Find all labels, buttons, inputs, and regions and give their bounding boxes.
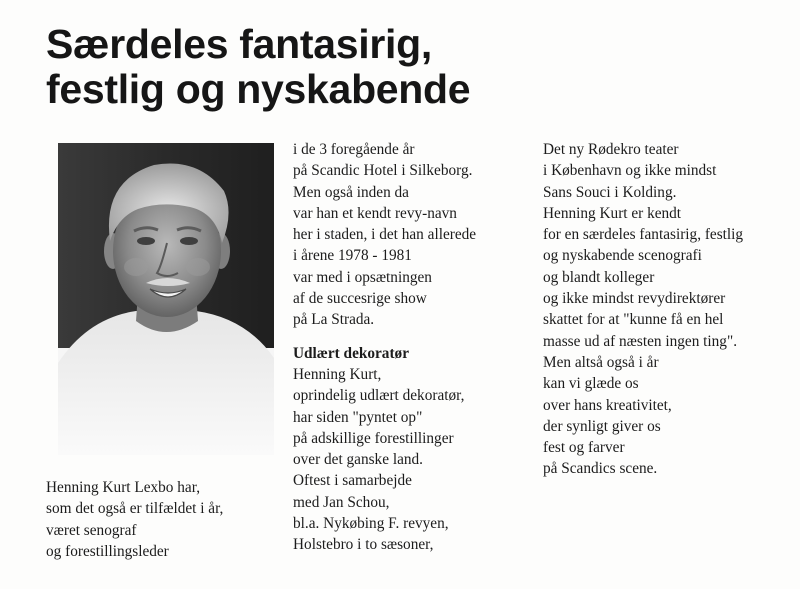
body-line: på Scandics scene. bbox=[543, 460, 658, 478]
body-line: Holstebro i to sæsoner, bbox=[293, 536, 434, 554]
body-line: var han et kendt revy-navn bbox=[293, 204, 457, 222]
caption-line: som det også er tilfældet i år, bbox=[46, 500, 224, 518]
body-line: i København og ikke mindst bbox=[543, 162, 717, 180]
body-line: Oftest i samarbejde bbox=[293, 472, 412, 490]
body-line: og blandt kolleger bbox=[543, 268, 655, 286]
body-line: i de 3 foregående år bbox=[293, 141, 415, 158]
portrait-photo bbox=[58, 143, 274, 455]
body-line: i årene 1978 - 1981 bbox=[293, 247, 412, 265]
subheading: Udlært dekoratør bbox=[293, 344, 409, 362]
body-line: for en særdeles fantasirig, festlig bbox=[543, 226, 744, 244]
article-column-3 bbox=[543, 139, 743, 480]
body-line: oprindelig udlært dekoratør, bbox=[293, 387, 465, 405]
body-line: af de succesrige show bbox=[293, 290, 427, 308]
body-line: Henning Kurt er kendt bbox=[543, 204, 682, 222]
body-line: var med i opsætningen bbox=[293, 268, 432, 286]
body-line: over hans kreativitet, bbox=[543, 396, 672, 414]
body-line: på La Strada. bbox=[293, 311, 375, 329]
body-line: Men altså også i år bbox=[543, 353, 659, 371]
article-headline bbox=[46, 22, 470, 112]
body-line: og ikke mindst revydirektører bbox=[543, 290, 726, 308]
caption-line: og forestillingsleder bbox=[46, 542, 169, 560]
article-column-2 bbox=[293, 139, 476, 556]
body-line: og nyskabende scenografi bbox=[543, 247, 702, 265]
body-line: med Jan Schou, bbox=[293, 493, 390, 511]
body-line: på Scandic Hotel i Silkeborg. bbox=[293, 162, 473, 180]
body-line: Det ny Rødekro teater bbox=[543, 141, 679, 158]
body-line: her i staden, i det han allerede bbox=[293, 226, 477, 244]
body-line: bl.a. Nykøbing F. revyen, bbox=[293, 515, 449, 533]
headline-line-2: festlig og nyskabende bbox=[46, 66, 471, 112]
body-line: fest og farver bbox=[543, 439, 625, 457]
body-line: der synligt giver os bbox=[543, 417, 661, 435]
body-line: Sans Souci i Kolding. bbox=[543, 183, 677, 201]
body-line: har siden "pyntet op" bbox=[293, 408, 423, 426]
body-line: Henning Kurt, bbox=[293, 365, 382, 383]
headline-line-1: Særdeles fantasirig, bbox=[46, 21, 432, 67]
body-line: masse ud af næsten ingen ting". bbox=[543, 332, 738, 350]
photo-caption bbox=[46, 477, 223, 562]
body-line: kan vi glæde os bbox=[543, 375, 639, 393]
caption-line: Henning Kurt Lexbo har, bbox=[46, 479, 201, 496]
body-line: Men også inden da bbox=[293, 183, 409, 201]
body-line: skattet for at "kunne få en hel bbox=[543, 311, 724, 329]
body-line: på adskillige forestillinger bbox=[293, 429, 454, 447]
caption-line: været senograf bbox=[46, 521, 137, 539]
body-line: over det ganske land. bbox=[293, 451, 423, 469]
